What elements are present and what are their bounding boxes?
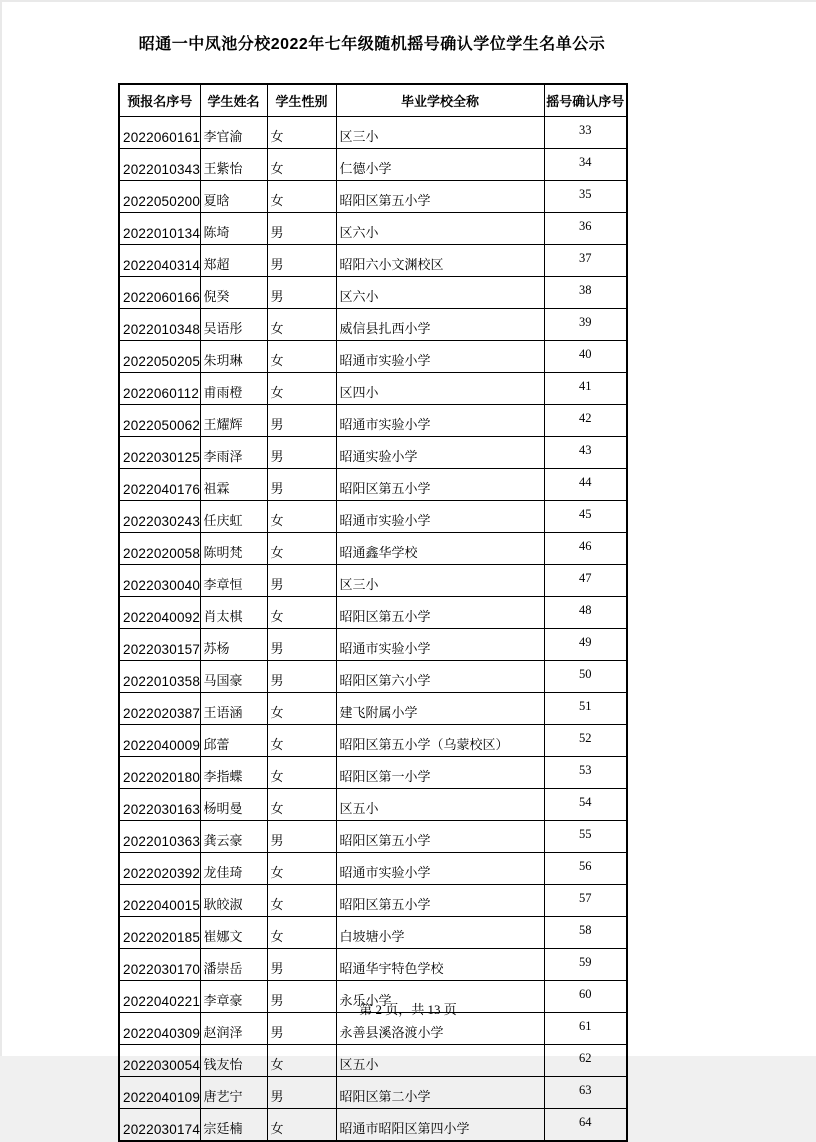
cell-confirm-no: 45 — [544, 501, 627, 533]
cell-student-name: 李官渝 — [200, 117, 267, 149]
cell-confirm-no: 61 — [544, 1013, 627, 1045]
cell-school: 昭通市实验小学 — [336, 853, 544, 885]
cell-gender: 女 — [267, 757, 336, 789]
cell-prereg-id: 2022030040 — [119, 565, 200, 597]
table-row — [119, 405, 627, 437]
cell-student-name: 夏晗 — [200, 181, 267, 213]
table-row — [119, 213, 627, 245]
cell-prereg-id: 2022050062 — [119, 405, 200, 437]
cell-confirm-no: 57 — [544, 885, 627, 917]
cell-gender: 女 — [267, 917, 336, 949]
cell-school: 昭阳区第一小学 — [336, 757, 544, 789]
table-row — [119, 757, 627, 789]
cell-student-name: 任庆虹 — [200, 501, 267, 533]
cell-school: 昭通市实验小学 — [336, 501, 544, 533]
cell-school: 永善县溪洛渡小学 — [336, 1013, 544, 1045]
table-row — [119, 629, 627, 661]
cell-confirm-no: 54 — [544, 789, 627, 821]
cell-prereg-id: 2022060161 — [119, 117, 200, 149]
cell-school: 昭阳区第五小学 — [336, 469, 544, 501]
cell-confirm-no: 34 — [544, 149, 627, 181]
cell-prereg-id: 2022010358 — [119, 661, 200, 693]
cell-student-name: 李雨泽 — [200, 437, 267, 469]
cell-prereg-id: 2022060112 — [119, 373, 200, 405]
cell-confirm-no: 49 — [544, 629, 627, 661]
cell-prereg-id: 2022040221 — [119, 981, 200, 1013]
table-row — [119, 245, 627, 277]
cell-gender: 女 — [267, 1109, 336, 1142]
cell-gender: 女 — [267, 597, 336, 629]
cell-gender: 女 — [267, 533, 336, 565]
cell-student-name: 杨明曼 — [200, 789, 267, 821]
cell-school: 昭阳区第五小学（乌蒙校区） — [336, 725, 544, 757]
cell-gender: 女 — [267, 1045, 336, 1077]
cell-confirm-no: 64 — [544, 1109, 627, 1142]
cell-school: 区三小 — [336, 565, 544, 597]
cell-student-name: 耿皎淑 — [200, 885, 267, 917]
cell-student-name: 祖霖 — [200, 469, 267, 501]
cell-confirm-no: 59 — [544, 949, 627, 981]
cell-student-name: 陈明梵 — [200, 533, 267, 565]
cell-student-name: 赵润泽 — [200, 1013, 267, 1045]
cell-student-name: 潘崇岳 — [200, 949, 267, 981]
cell-prereg-id: 2022040015 — [119, 885, 200, 917]
table-row — [119, 853, 627, 885]
cell-gender: 男 — [267, 821, 336, 853]
cell-confirm-no: 63 — [544, 1077, 627, 1109]
cell-gender: 男 — [267, 469, 336, 501]
table-row — [119, 533, 627, 565]
cell-confirm-no: 58 — [544, 917, 627, 949]
cell-gender: 女 — [267, 309, 336, 341]
cell-gender: 女 — [267, 117, 336, 149]
table-body — [119, 117, 627, 1142]
table-row — [119, 597, 627, 629]
page-number: 第 2 页，共 13 页 — [359, 1002, 457, 1017]
cell-school: 昭通市实验小学 — [336, 341, 544, 373]
cell-prereg-id: 2022010343 — [119, 149, 200, 181]
cell-gender: 女 — [267, 789, 336, 821]
cell-prereg-id: 2022040109 — [119, 1077, 200, 1109]
cell-confirm-no: 46 — [544, 533, 627, 565]
cell-prereg-id: 2022020185 — [119, 917, 200, 949]
cell-student-name: 李章豪 — [200, 981, 267, 1013]
cell-gender: 女 — [267, 181, 336, 213]
cell-school: 威信县扎西小学 — [336, 309, 544, 341]
cell-student-name: 王耀辉 — [200, 405, 267, 437]
table-row — [119, 885, 627, 917]
table-row — [119, 917, 627, 949]
table-row — [119, 277, 627, 309]
cell-confirm-no: 48 — [544, 597, 627, 629]
table-row — [119, 501, 627, 533]
cell-confirm-no: 37 — [544, 245, 627, 277]
cell-prereg-id: 2022030157 — [119, 629, 200, 661]
cell-prereg-id: 2022050205 — [119, 341, 200, 373]
table-row — [119, 309, 627, 341]
cell-prereg-id: 2022020180 — [119, 757, 200, 789]
cell-school: 建飞附属小学 — [336, 693, 544, 725]
cell-school: 昭通市实验小学 — [336, 629, 544, 661]
cell-prereg-id: 2022040092 — [119, 597, 200, 629]
cell-student-name: 李指蝶 — [200, 757, 267, 789]
cell-prereg-id: 2022010348 — [119, 309, 200, 341]
cell-confirm-no: 53 — [544, 757, 627, 789]
table-row — [119, 661, 627, 693]
cell-school: 昭阳区第五小学 — [336, 885, 544, 917]
student-table — [118, 83, 628, 1142]
cell-confirm-no: 40 — [544, 341, 627, 373]
cell-prereg-id: 2022030174 — [119, 1109, 200, 1142]
cell-confirm-no: 44 — [544, 469, 627, 501]
page-title: 昭通一中凤池分校2022年七年级随机摇号确认学位学生名单公示 — [138, 36, 606, 53]
table-row — [119, 117, 627, 149]
cell-school: 仁德小学 — [336, 149, 544, 181]
cell-gender: 男 — [267, 437, 336, 469]
cell-school: 昭阳区第五小学 — [336, 597, 544, 629]
cell-student-name: 王语涵 — [200, 693, 267, 725]
col-header-prereg-id: 预报名序号 — [119, 84, 200, 117]
cell-school: 昭通实验小学 — [336, 437, 544, 469]
cell-prereg-id: 2022050200 — [119, 181, 200, 213]
cell-school: 区六小 — [336, 213, 544, 245]
col-header-gender: 学生性别 — [267, 84, 336, 117]
cell-confirm-no: 43 — [544, 437, 627, 469]
cell-prereg-id: 2022040309 — [119, 1013, 200, 1045]
cell-confirm-no: 52 — [544, 725, 627, 757]
cell-gender: 男 — [267, 1077, 336, 1109]
table-row — [119, 181, 627, 213]
cell-prereg-id: 2022020058 — [119, 533, 200, 565]
cell-prereg-id: 2022060166 — [119, 277, 200, 309]
cell-school: 区五小 — [336, 789, 544, 821]
cell-student-name: 唐艺宁 — [200, 1077, 267, 1109]
cell-gender: 女 — [267, 373, 336, 405]
cell-school: 昭阳区第六小学 — [336, 661, 544, 693]
table-row — [119, 341, 627, 373]
cell-prereg-id: 2022030170 — [119, 949, 200, 981]
table-row — [119, 1045, 627, 1077]
cell-school: 昭通市实验小学 — [336, 405, 544, 437]
cell-gender: 女 — [267, 693, 336, 725]
cell-student-name: 王紫怡 — [200, 149, 267, 181]
cell-student-name: 肖太棋 — [200, 597, 267, 629]
cell-school: 区四小 — [336, 373, 544, 405]
cell-school: 昭阳区第五小学 — [336, 181, 544, 213]
table-row — [119, 1077, 627, 1109]
cell-prereg-id: 2022010363 — [119, 821, 200, 853]
table-row — [119, 693, 627, 725]
col-header-student-name: 学生姓名 — [200, 84, 267, 117]
cell-student-name: 甫雨橙 — [200, 373, 267, 405]
cell-confirm-no: 41 — [544, 373, 627, 405]
cell-school: 昭通华宇特色学校 — [336, 949, 544, 981]
cell-gender: 男 — [267, 213, 336, 245]
cell-school: 昭通市昭阳区第四小学 — [336, 1109, 544, 1142]
cell-confirm-no: 38 — [544, 277, 627, 309]
cell-confirm-no: 60 — [544, 981, 627, 1013]
table-row — [119, 821, 627, 853]
cell-confirm-no: 50 — [544, 661, 627, 693]
cell-prereg-id: 2022020387 — [119, 693, 200, 725]
cell-prereg-id: 2022040009 — [119, 725, 200, 757]
cell-gender: 女 — [267, 725, 336, 757]
cell-prereg-id: 2022010134 — [119, 213, 200, 245]
cell-school: 白坡塘小学 — [336, 917, 544, 949]
table-row — [119, 437, 627, 469]
cell-student-name: 崔娜文 — [200, 917, 267, 949]
cell-gender: 女 — [267, 885, 336, 917]
cell-prereg-id: 2022030125 — [119, 437, 200, 469]
cell-confirm-no: 55 — [544, 821, 627, 853]
table-row — [119, 1109, 627, 1142]
cell-prereg-id: 2022040176 — [119, 469, 200, 501]
table-row — [119, 373, 627, 405]
cell-prereg-id: 2022020392 — [119, 853, 200, 885]
cell-gender: 女 — [267, 501, 336, 533]
table-row — [119, 949, 627, 981]
cell-confirm-no: 35 — [544, 181, 627, 213]
cell-gender: 女 — [267, 149, 336, 181]
cell-gender: 男 — [267, 277, 336, 309]
cell-prereg-id: 2022030054 — [119, 1045, 200, 1077]
cell-student-name: 吴语彤 — [200, 309, 267, 341]
cell-student-name: 龚云豪 — [200, 821, 267, 853]
cell-gender: 女 — [267, 341, 336, 373]
cell-student-name: 朱玥琳 — [200, 341, 267, 373]
cell-prereg-id: 2022030243 — [119, 501, 200, 533]
cell-school: 区五小 — [336, 1045, 544, 1077]
cell-confirm-no: 62 — [544, 1045, 627, 1077]
cell-school: 昭通鑫华学校 — [336, 533, 544, 565]
cell-student-name: 郑超 — [200, 245, 267, 277]
cell-gender: 男 — [267, 661, 336, 693]
cell-student-name: 陈埼 — [200, 213, 267, 245]
cell-prereg-id: 2022040314 — [119, 245, 200, 277]
cell-student-name: 马国豪 — [200, 661, 267, 693]
table-header-row — [119, 84, 627, 117]
cell-gender: 男 — [267, 629, 336, 661]
table-row — [119, 789, 627, 821]
table-row — [119, 565, 627, 597]
cell-student-name: 龙佳琦 — [200, 853, 267, 885]
col-header-confirm-no: 摇号确认序号 — [544, 84, 627, 117]
cell-student-name: 倪癸 — [200, 277, 267, 309]
cell-confirm-no: 47 — [544, 565, 627, 597]
cell-school: 区三小 — [336, 117, 544, 149]
cell-confirm-no: 56 — [544, 853, 627, 885]
cell-school: 昭阳区第二小学 — [336, 1077, 544, 1109]
cell-confirm-no: 36 — [544, 213, 627, 245]
cell-gender: 男 — [267, 981, 336, 1013]
cell-student-name: 钱友怡 — [200, 1045, 267, 1077]
cell-prereg-id: 2022030163 — [119, 789, 200, 821]
cell-student-name: 李章恒 — [200, 565, 267, 597]
cell-school: 永乐小学 — [336, 981, 544, 1013]
cell-gender: 男 — [267, 245, 336, 277]
cell-student-name: 苏杨 — [200, 629, 267, 661]
table-row — [119, 725, 627, 757]
cell-gender: 女 — [267, 853, 336, 885]
cell-confirm-no: 39 — [544, 309, 627, 341]
cell-student-name: 宗廷楠 — [200, 1109, 267, 1142]
cell-confirm-no: 42 — [544, 405, 627, 437]
cell-gender: 男 — [267, 565, 336, 597]
cell-student-name: 邱蕾 — [200, 725, 267, 757]
cell-school: 昭阳六小文渊校区 — [336, 245, 544, 277]
cell-gender: 男 — [267, 405, 336, 437]
table-row — [119, 149, 627, 181]
cell-confirm-no: 33 — [544, 117, 627, 149]
cell-gender: 男 — [267, 1013, 336, 1045]
cell-school: 区六小 — [336, 277, 544, 309]
col-header-school: 毕业学校全称 — [336, 84, 544, 117]
cell-confirm-no: 51 — [544, 693, 627, 725]
cell-gender: 男 — [267, 949, 336, 981]
cell-school: 昭阳区第五小学 — [336, 821, 544, 853]
table-row — [119, 469, 627, 501]
